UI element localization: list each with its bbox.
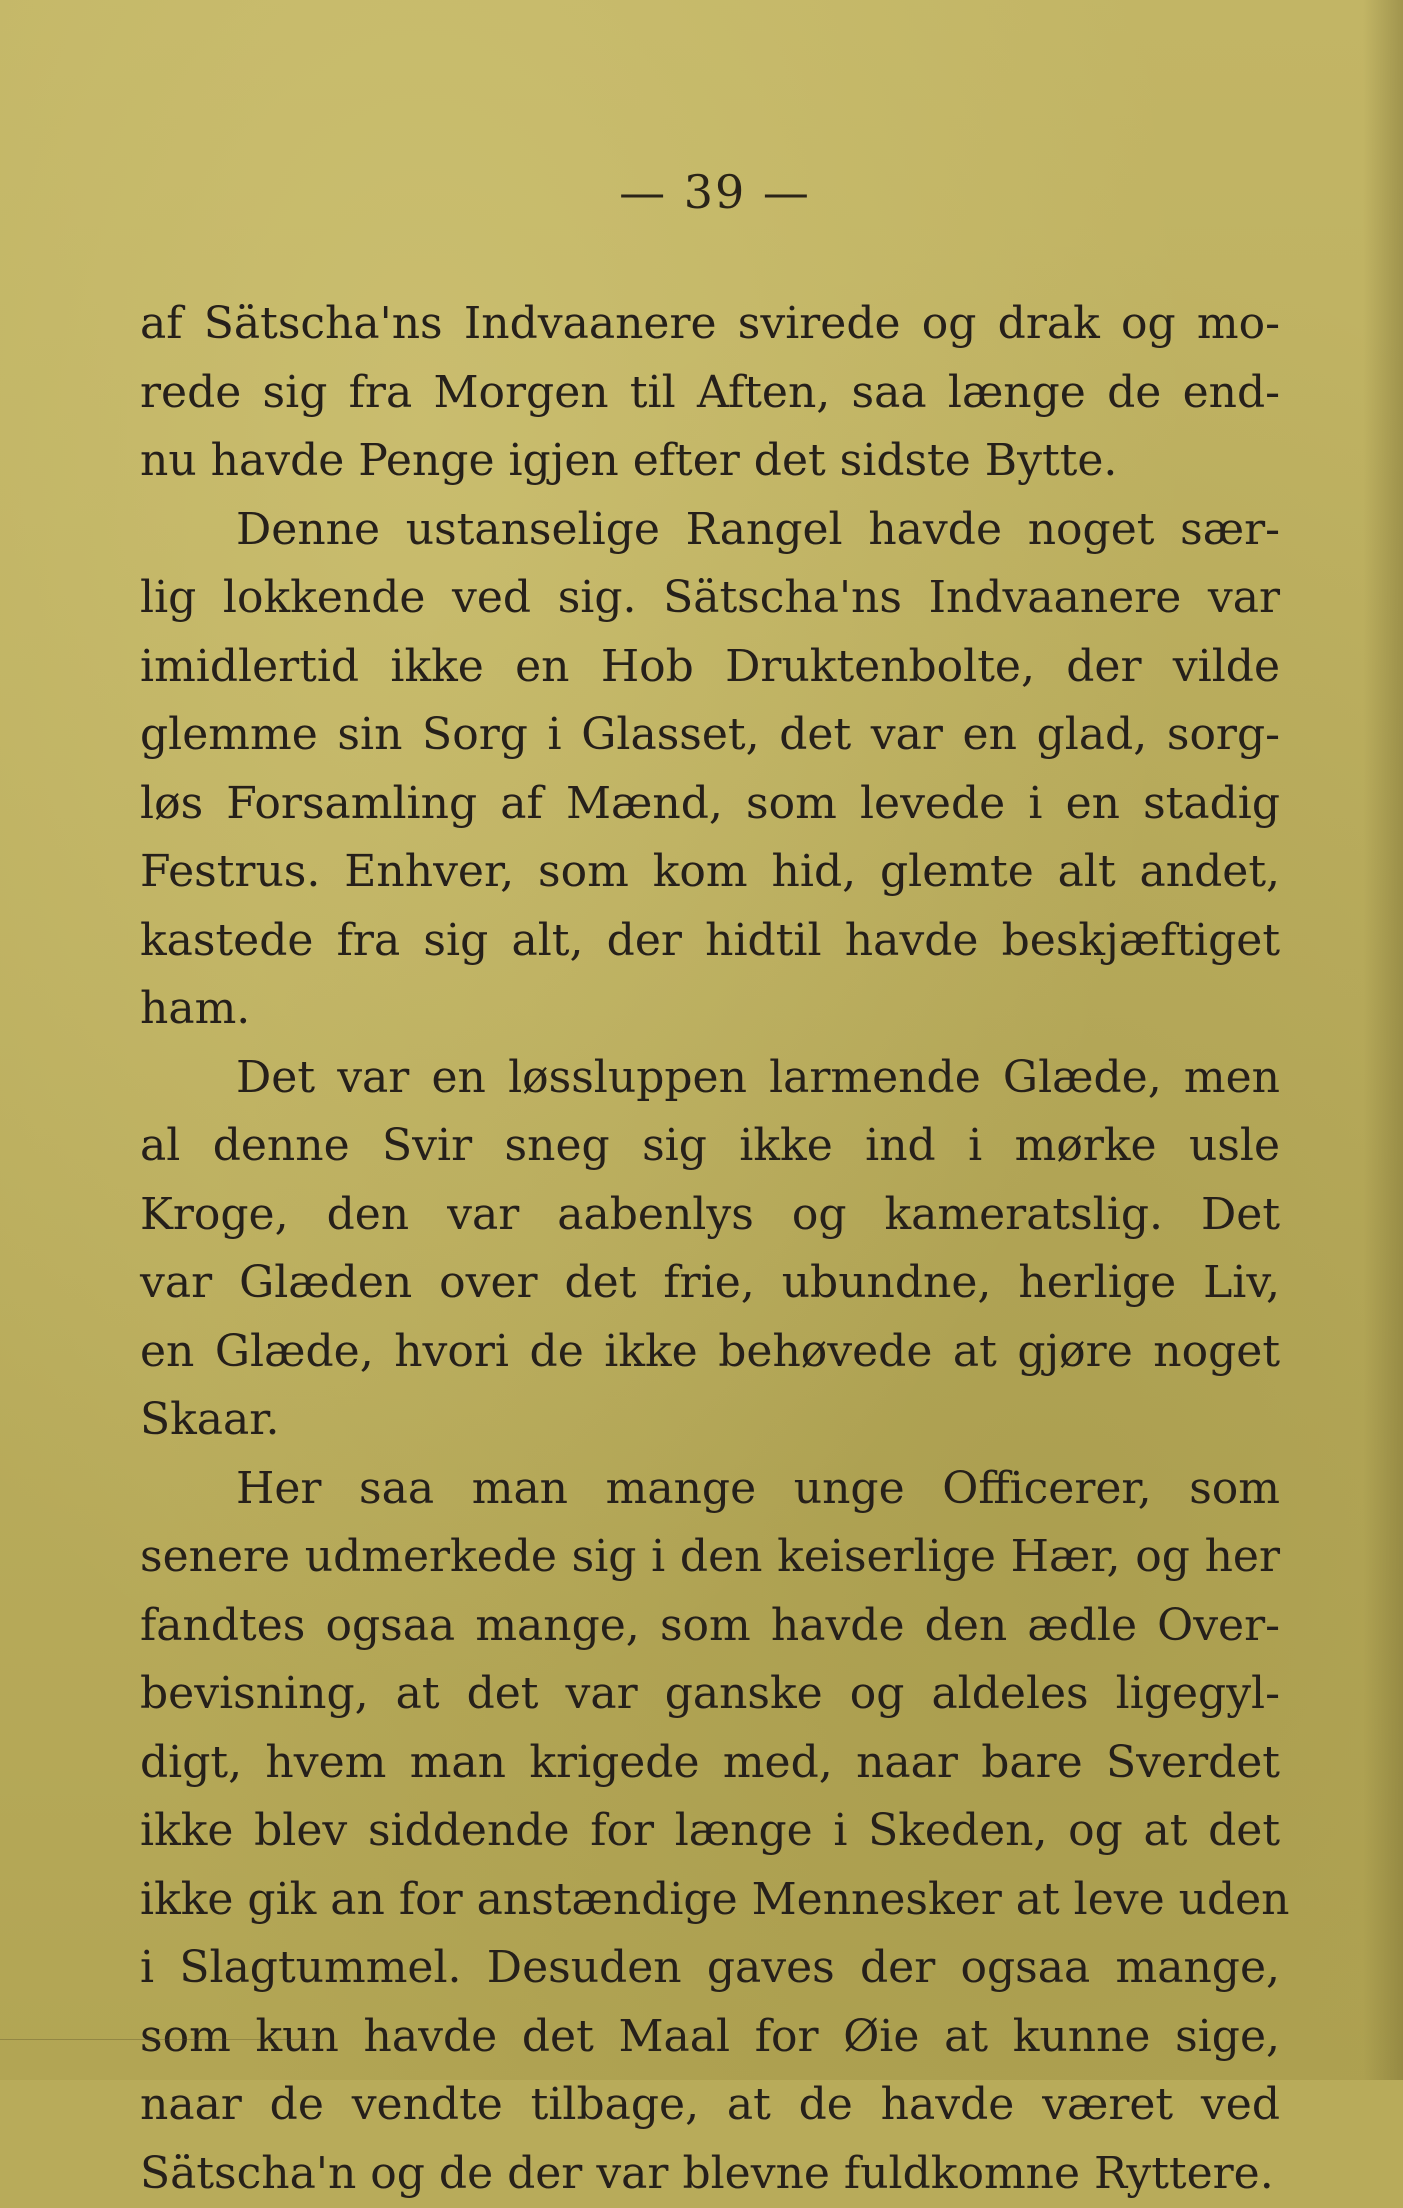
text-line: i Slagtummel. Desuden gaves der ogsaa mange,	[140, 1934, 1280, 2003]
text-line: Festrus. Enhver, som kom hid, glemte alt andet,	[140, 838, 1280, 907]
paragraph	[140, 1044, 1280, 1455]
text-line: ikke gik an for anstændige Mennesker at leve uden	[140, 1866, 1280, 1935]
page-number: — 39 —	[0, 165, 1403, 219]
page-edge-shadow	[1363, 0, 1403, 2080]
text-line: imidlertid ikke en Hob Druktenbolte, der vilde	[140, 633, 1280, 702]
text-line: al denne Svir sneg sig ikke ind i mørke usle	[140, 1112, 1280, 1181]
text-line: Kroge, den var aabenlys og kameratslig. Det	[140, 1181, 1280, 1250]
text-line: lig lokkende ved sig. Sätscha'ns Indvaanere var	[140, 564, 1280, 633]
text-line: Sätscha'n og de der var blevne fuldkomne Ryttere.	[140, 2140, 1280, 2208]
text-line: digt, hvem man krigede med, naar bare Sverdet	[140, 1729, 1280, 1798]
text-line: en Glæde, hvori de ikke behøvede at gjøre noget	[140, 1318, 1280, 1387]
text-line: glemme sin Sorg i Glasset, det var en glad, sorg-	[140, 701, 1280, 770]
text-line: fandtes ogsaa mange, som havde den ædle Over-	[140, 1592, 1280, 1661]
text-line: var Glæden over det frie, ubundne, herlige Liv,	[140, 1249, 1280, 1318]
text-line: ikke blev siddende for længe i Skeden, og at det	[140, 1797, 1280, 1866]
page-crease	[0, 2039, 320, 2080]
paragraph	[140, 496, 1280, 1044]
text-line: rede sig fra Morgen til Aften, saa længe de end-	[140, 359, 1280, 428]
paragraph	[140, 1455, 1280, 2208]
text-line: nu havde Penge igjen efter det sidste Bytte.	[140, 427, 1280, 496]
text-line: naar de vendte tilbage, at de havde været ved	[140, 2071, 1280, 2140]
paragraph	[140, 290, 1280, 496]
text-line: Denne ustanselige Rangel havde noget sær-	[140, 496, 1280, 565]
text-line: af Sätscha'ns Indvaanere svirede og drak og mo-	[140, 290, 1280, 359]
text-line: Det var en løssluppen larmende Glæde, men	[140, 1044, 1280, 1113]
text-line: Her saa man mange unge Officerer, som	[140, 1455, 1280, 1524]
body-text	[140, 290, 1280, 2208]
text-line: ham.	[140, 975, 1280, 1044]
text-line: kastede fra sig alt, der hidtil havde beskjæftiget	[140, 907, 1280, 976]
text-line: Skaar.	[140, 1386, 1280, 1455]
text-line: bevisning, at det var ganske og aldeles ligegyl-	[140, 1660, 1280, 1729]
text-line: løs Forsamling af Mænd, som levede i en stadig	[140, 770, 1280, 839]
text-line: senere udmerkede sig i den keiserlige Hær, og her	[140, 1523, 1280, 1592]
text-line: som kun havde det Maal for Øie at kunne sige,	[140, 2003, 1280, 2072]
